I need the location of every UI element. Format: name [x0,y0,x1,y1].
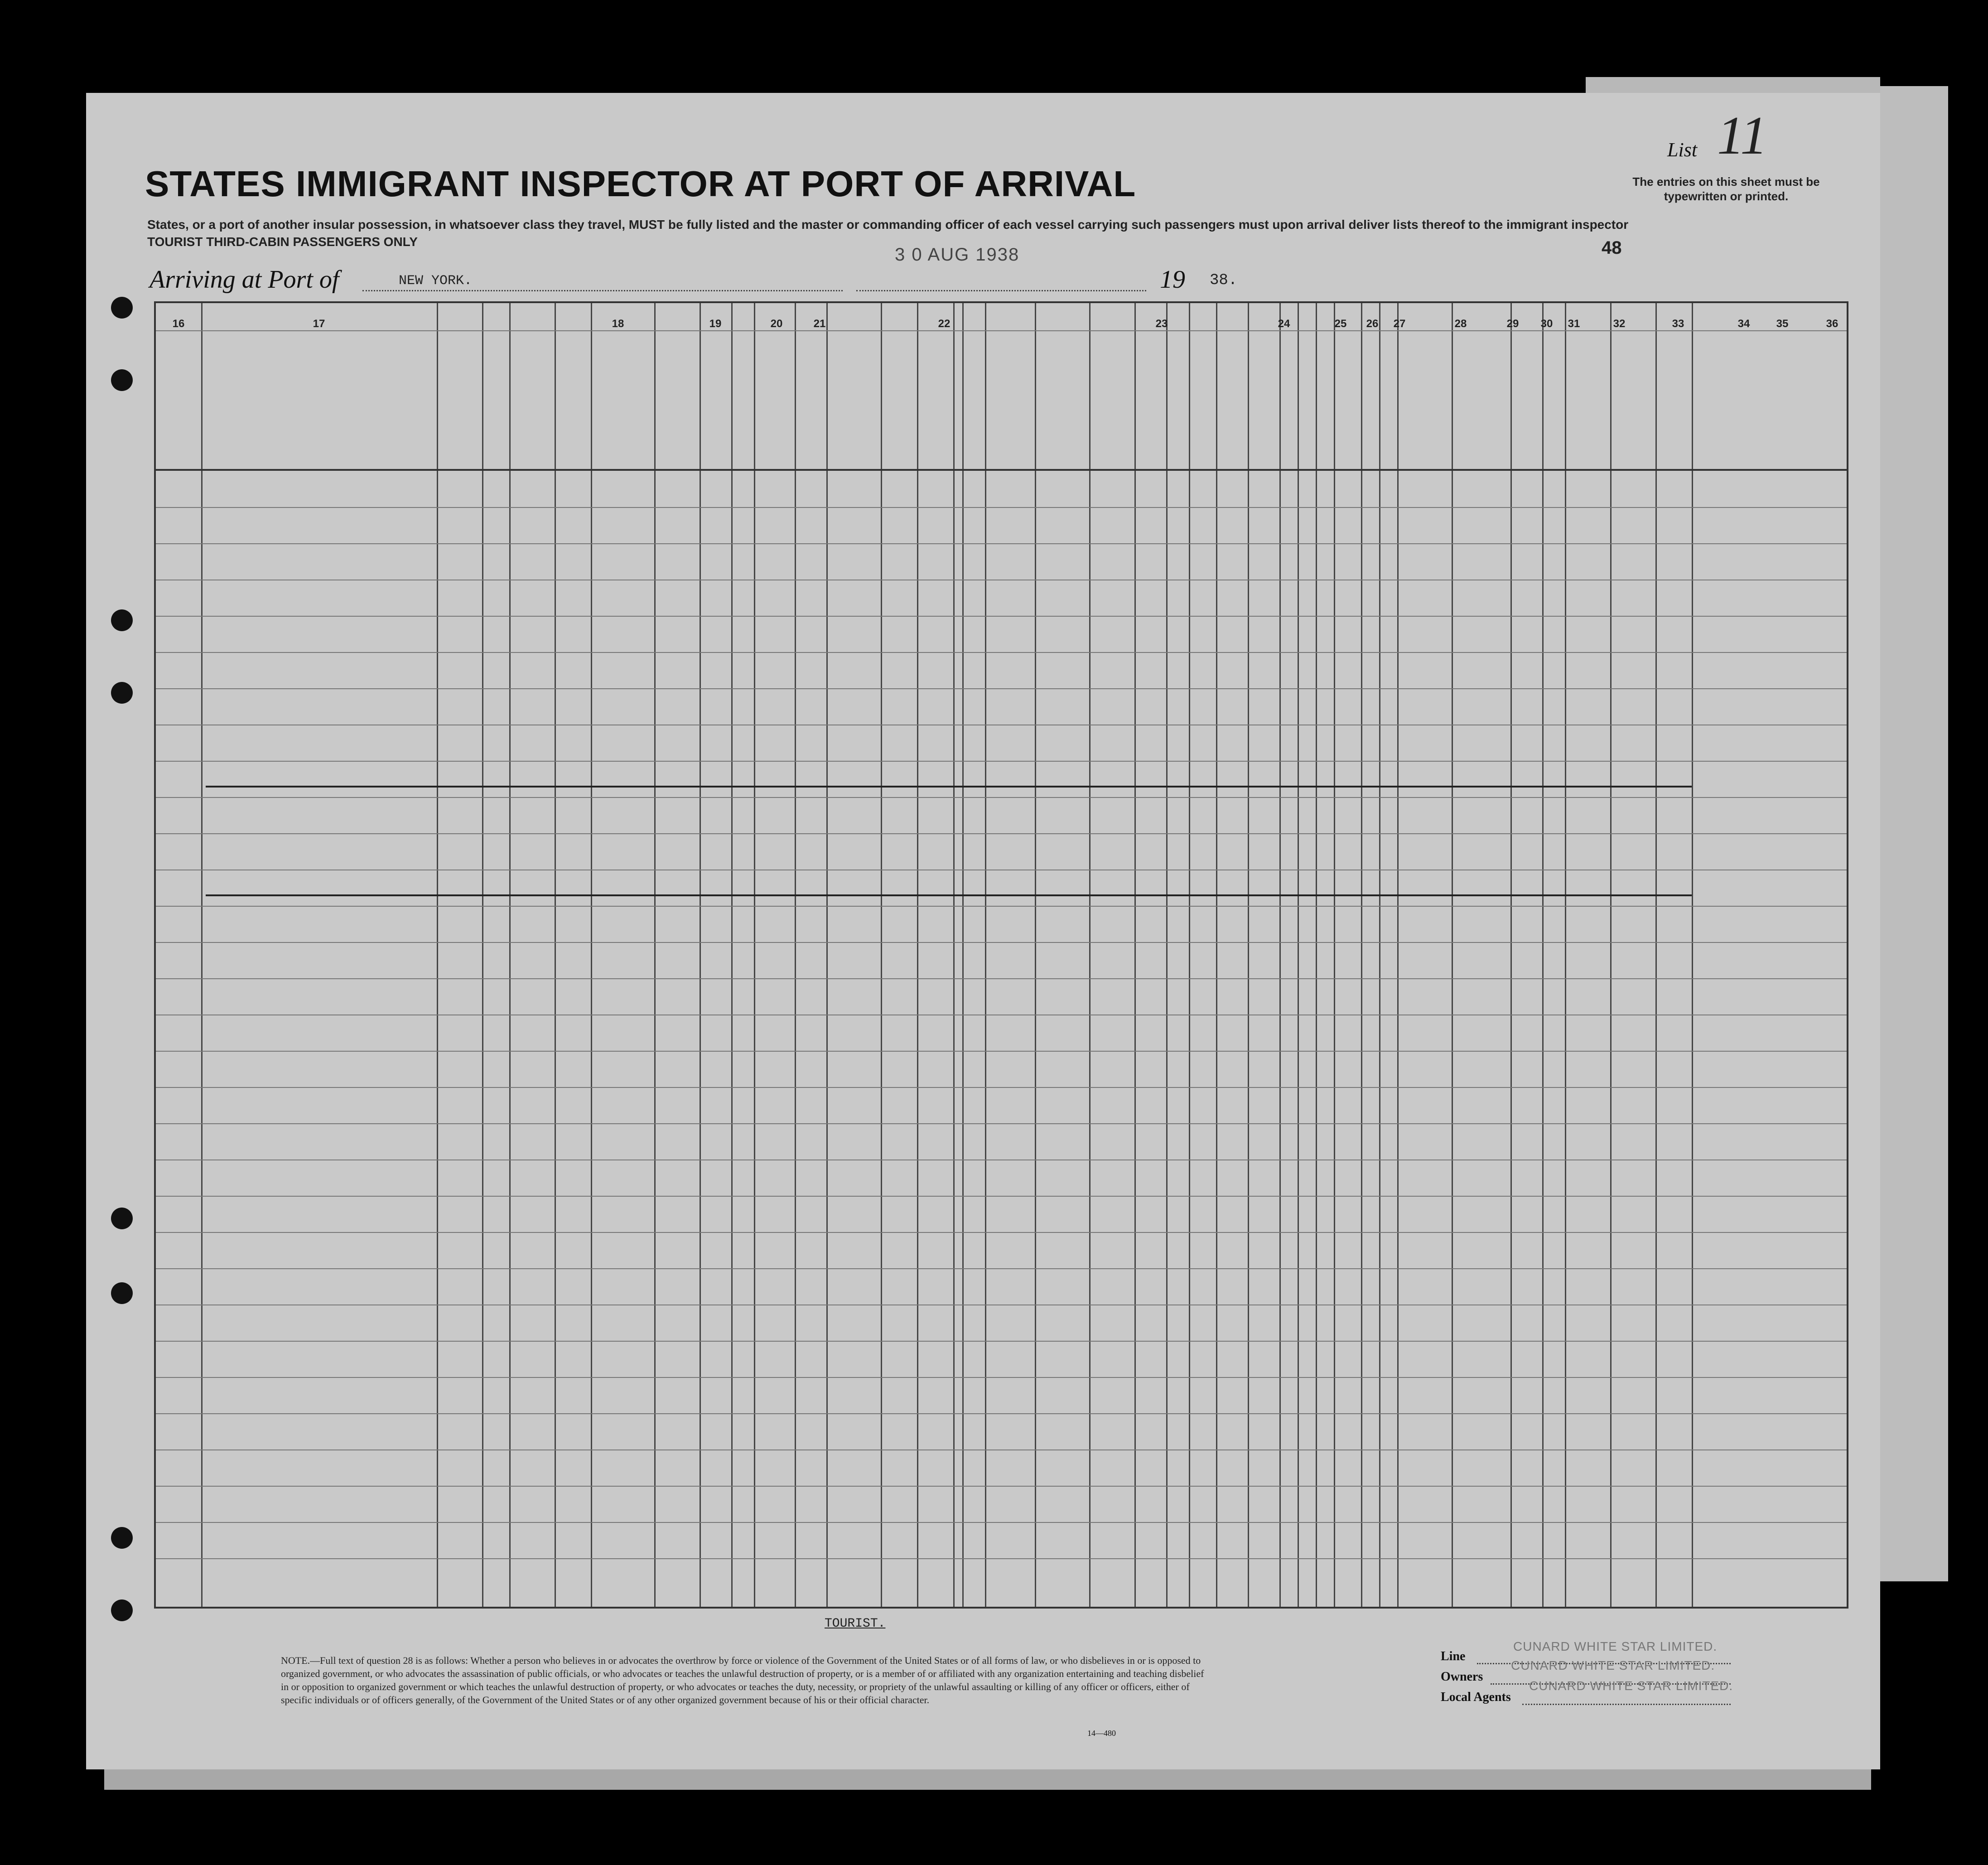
row-rule [156,1486,1847,1487]
row-rule [156,616,1847,617]
column-number: 28 [1454,318,1467,330]
column-divider [881,303,882,1607]
line-label: Line [1441,1649,1466,1663]
column-divider [700,303,701,1607]
row-rule [156,1413,1847,1414]
column-divider [1216,303,1217,1607]
column-divider [1279,303,1281,1607]
column-divider [482,303,483,1607]
row-rule [156,1051,1847,1052]
column-number: 27 [1393,318,1406,330]
binder-hole [111,369,133,391]
agents-value: CUNARD WHITE STAR LIMITED. [1529,1679,1733,1693]
binder-hole [111,1527,133,1549]
row-rule [156,1268,1847,1269]
column-number: 31 [1568,318,1580,330]
row-rule [156,1558,1847,1559]
column-divider [1510,303,1512,1607]
column-divider [1452,303,1453,1607]
column-divider [1189,303,1190,1607]
column-divider [795,303,796,1607]
row-rule [156,1196,1847,1197]
form-number: 14—480 [1087,1729,1116,1738]
column-number: 35 [1776,318,1789,330]
column-number: 18 [612,318,624,330]
column-divider [1397,303,1399,1607]
column-divider [1379,303,1380,1607]
column-number: 24 [1278,318,1290,330]
column-divider [1316,303,1317,1607]
column-divider [555,303,556,1607]
column-number: 30 [1540,318,1553,330]
binder-hole [111,1208,133,1229]
column-divider [985,303,986,1607]
column-number: 20 [770,318,783,330]
column-number: 25 [1334,318,1347,330]
column-divider [1298,303,1299,1607]
manifest-table [154,301,1848,1609]
column-divider [1692,303,1693,1607]
column-number: 26 [1366,318,1379,330]
column-divider [591,303,592,1607]
column-divider [1565,303,1566,1607]
agents-label: Local Agents [1441,1690,1511,1704]
row-rule [156,1377,1847,1378]
binder-hole [111,297,133,319]
column-number: 23 [1155,318,1168,330]
row-rule [156,652,1847,653]
owners-label: Owners [1441,1670,1483,1684]
row-rule [156,942,1847,943]
column-divider [1089,303,1091,1607]
page-title: STATES IMMIGRANT INSPECTOR AT PORT OF ARRIVAL [145,164,1136,204]
row-rule [156,1522,1847,1523]
column-divider [826,303,828,1607]
strikethrough-line [206,786,1692,788]
column-number: 33 [1672,318,1684,330]
row-rule [156,1087,1847,1088]
row-rule [156,833,1847,834]
row-rule [156,797,1847,798]
column-number: 19 [709,318,722,330]
tourist-label: TOURIST. [825,1617,886,1631]
header-polygamist [1363,348,1377,466]
column-number: 21 [813,318,826,330]
header-ticket [557,348,589,466]
port-value: NEW YORK. [399,273,473,289]
row-rule [156,543,1847,544]
instructions-text: States, or a port of another insular possession, in whatsoever class they travel, MUST be fully listed and the master or commanding officer of each vessel carrying such passengers must upon arrival deliver lists thereof to the immigrant inspector [147,217,1629,232]
row-rule [156,761,1847,762]
row-rule [156,1449,1847,1450]
row-rule [156,978,1847,979]
column-number: 29 [1506,318,1519,330]
column-number: 36 [1826,318,1838,330]
footnote-question-28: NOTE.—Full text of question 28 is as follows: Whether a person who believes in or advocates the overthrow by force or violence of the Government of the United States or of all forms of law, or who disbelieves in or is opposed to organized government, or who advocates the assassination of public officials, or who advocates or teaches the unlawful destruction of property, or is a member of or affiliated with any organization entertaining and teaching disbelief in or opposition to organized government or which teaches the unlawful destruction of property, or who advocates or teaches the duty, necessity, or propriety of the unlawful assaulting or killing of any officer or officers, either of specific individuals or of officers generally, of the Government of the United States or of any other organized government because of his or their official character. [281,1655,1204,1706]
column-divider [509,303,511,1607]
column-divider [731,303,733,1607]
column-number: 32 [1613,318,1626,330]
binder-hole [111,1599,133,1621]
column-divider [953,303,955,1607]
arriving-label: Arriving at Port of [150,266,339,294]
column-number: 22 [938,318,951,330]
row-rule [156,1341,1847,1342]
column-divider [754,303,755,1607]
list-label: List [1667,139,1698,161]
agents-underline [1522,1704,1731,1705]
binder-hole [111,682,133,704]
row-rule [156,688,1847,689]
year-prefix: 19 [1160,266,1185,294]
binder-hole [111,609,133,631]
column-divider [917,303,918,1607]
row-rule [156,1123,1847,1124]
entries-note: The entries on this sheet must be typewritten or printed. [1632,175,1820,203]
column-divider [1361,303,1362,1607]
column-divider [201,303,203,1607]
header-possession-50 [656,348,697,466]
header-bottom-rule [156,469,1847,471]
year-suffix: 38. [1210,272,1238,289]
column-divider [1166,303,1168,1607]
column-divider [1655,303,1657,1607]
row-rule [156,1232,1847,1233]
column-divider [1248,303,1249,1607]
list-number: 11 [1717,105,1768,165]
sheet-number: 48 [1602,238,1622,258]
line-value: CUNARD WHITE STAR LIMITED. [1513,1639,1718,1653]
header-top-rule [156,330,1847,331]
column-divider [437,303,438,1607]
class-line: TOURIST THIRD-CABIN PASSENGERS ONLY [147,235,418,249]
column-divider [1134,303,1136,1607]
column-divider [1035,303,1036,1607]
date-underline [856,290,1146,291]
column-divider [654,303,656,1607]
row-rule [156,507,1847,508]
column-divider [1542,303,1544,1607]
port-underline [362,290,843,291]
column-number: 17 [313,318,325,330]
column-number: 34 [1737,318,1750,330]
column-number: 16 [172,318,185,330]
binder-hole [111,1282,133,1304]
owners-value: CUNARD WHITE STAR LIMITED. [1511,1658,1715,1672]
column-divider [1334,303,1335,1607]
header-anarchist [1381,348,1395,466]
column-divider [1610,303,1612,1607]
date-stamp: 3 0 AUG 1938 [895,245,1020,265]
column-divider [962,303,964,1607]
strikethrough-line [206,894,1692,896]
row-rule [156,906,1847,907]
